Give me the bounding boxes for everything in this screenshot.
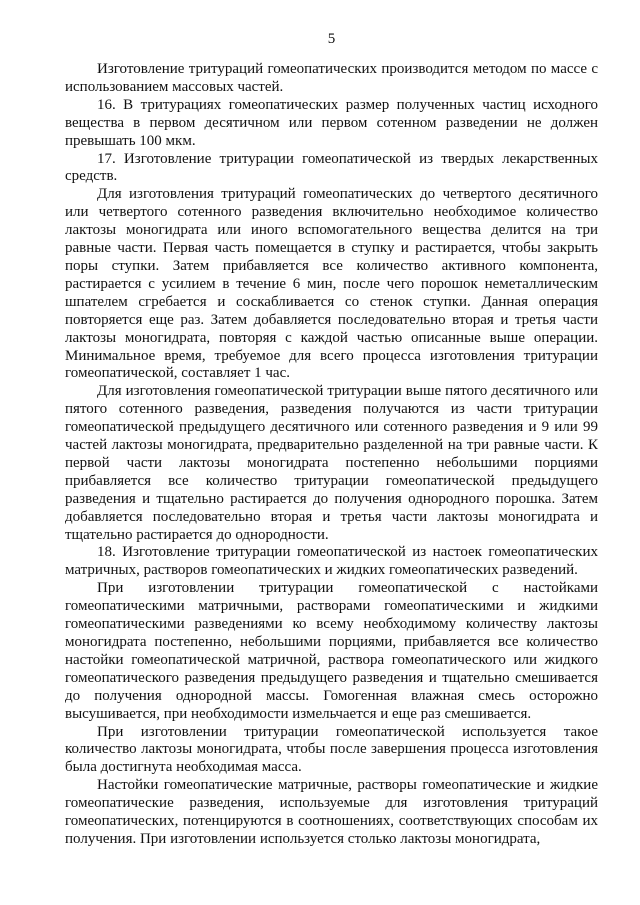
paragraph-17-heading: 17. Изготовление тритурации гомеопатической из твердых лекарственных средств. bbox=[65, 150, 598, 185]
paragraph-17-procedure: Для изготовления тритураций гомеопатических до четвертого десятичного или четвертого сотенного разведения включительно необходимое количество лактозы моногидрата или иного вспомогательного вещества делится на три равные части. Первая часть помещается в ступку и растирается, чтобы закрыть поры ступки. Затем прибавляется все количество активного компонента, растирается с усилием в течение 6 мин, после чего порошок неметаллическим шпателем сгребается и соскабливается со стенок ступки. Данная операция повторяется еще раз. Затем добавляется последовательно вторая и третья части лактозы моногидрата, повторяя с каждой частью описанные выше операции. Минимальное время, требуемое для всего процесса изготовления тритурации гомеопатической, составляет 1 час. bbox=[65, 186, 598, 382]
paragraph-18-potentization: Настойки гомеопатические матричные, растворы гомеопатические и жидкие гомеопатические разведения, используемые для изготовления тритураций гомеопатических, потенцируются в соотношениях, соответствующих способам их получения. При изготовлении используется столько лактозы моногидрата, bbox=[65, 777, 598, 847]
paragraph-18-procedure: При изготовлении тритурации гомеопатической с настойками гомеопатическими матричными, растворами гомеопатическими и жидкими гомеопатическими разведениями ко всему необходимому количеству лактозы моногидрата постепенно, небольшими порциями, прибавляется все количество настойки гомеопатической матричной, раствора гомеопатического или жидкого гомеопатического разведения предыдущего разведения и тщательно смешивается до получения однородной массы. Гомогенная влажная смесь осторожно высушивается, при необходимости измельчается и еще раз смешивается. bbox=[65, 580, 598, 722]
page-number: 5 bbox=[327, 31, 336, 47]
paragraph-trituration-by-mass: Изготовление тритураций гомеопатических производится методом по массе с использованием массовых частей. bbox=[65, 61, 598, 95]
paragraph-18-heading: 18. Изготовление тритурации гомеопатической из настоек гомеопатических матричных, растворов гомеопатических и жидких гомеопатических разведений. bbox=[65, 544, 598, 579]
paragraph-17-higher-dilutions: Для изготовления гомеопатической тритурации выше пятого десятичного или пятого сотенного разведения, разведения получаются из части тритурации гомеопатической предыдущего десятичного или сотенного разведения и 9 или 99 частей лактозы моногидрата, предварительно разделенной на три равные части. К первой части лактозы моногидрата постепенно небольшими порциями прибавляется все количество тритурации гомеопатической предыдущего разведения и тщательно растирается до получения однородного порошка. Затем добавляется последовательно вторая и третья части лактозы моногидрата и тщательно растирается до однородности. bbox=[65, 383, 598, 543]
paragraph-18-lactose-amount: При изготовлении тритурации гомеопатической используется такое количество лактозы моногидрата, чтобы после завершения процесса изготовления была достигнута необходимая масса. bbox=[65, 723, 598, 776]
document-body bbox=[65, 61, 598, 849]
paragraph-16-particle-size: 16. В тритурациях гомеопатических размер полученных частиц исходного вещества в первом десятичном или первом сотенном разведении не должен превышать 100 мкм. bbox=[65, 96, 598, 149]
